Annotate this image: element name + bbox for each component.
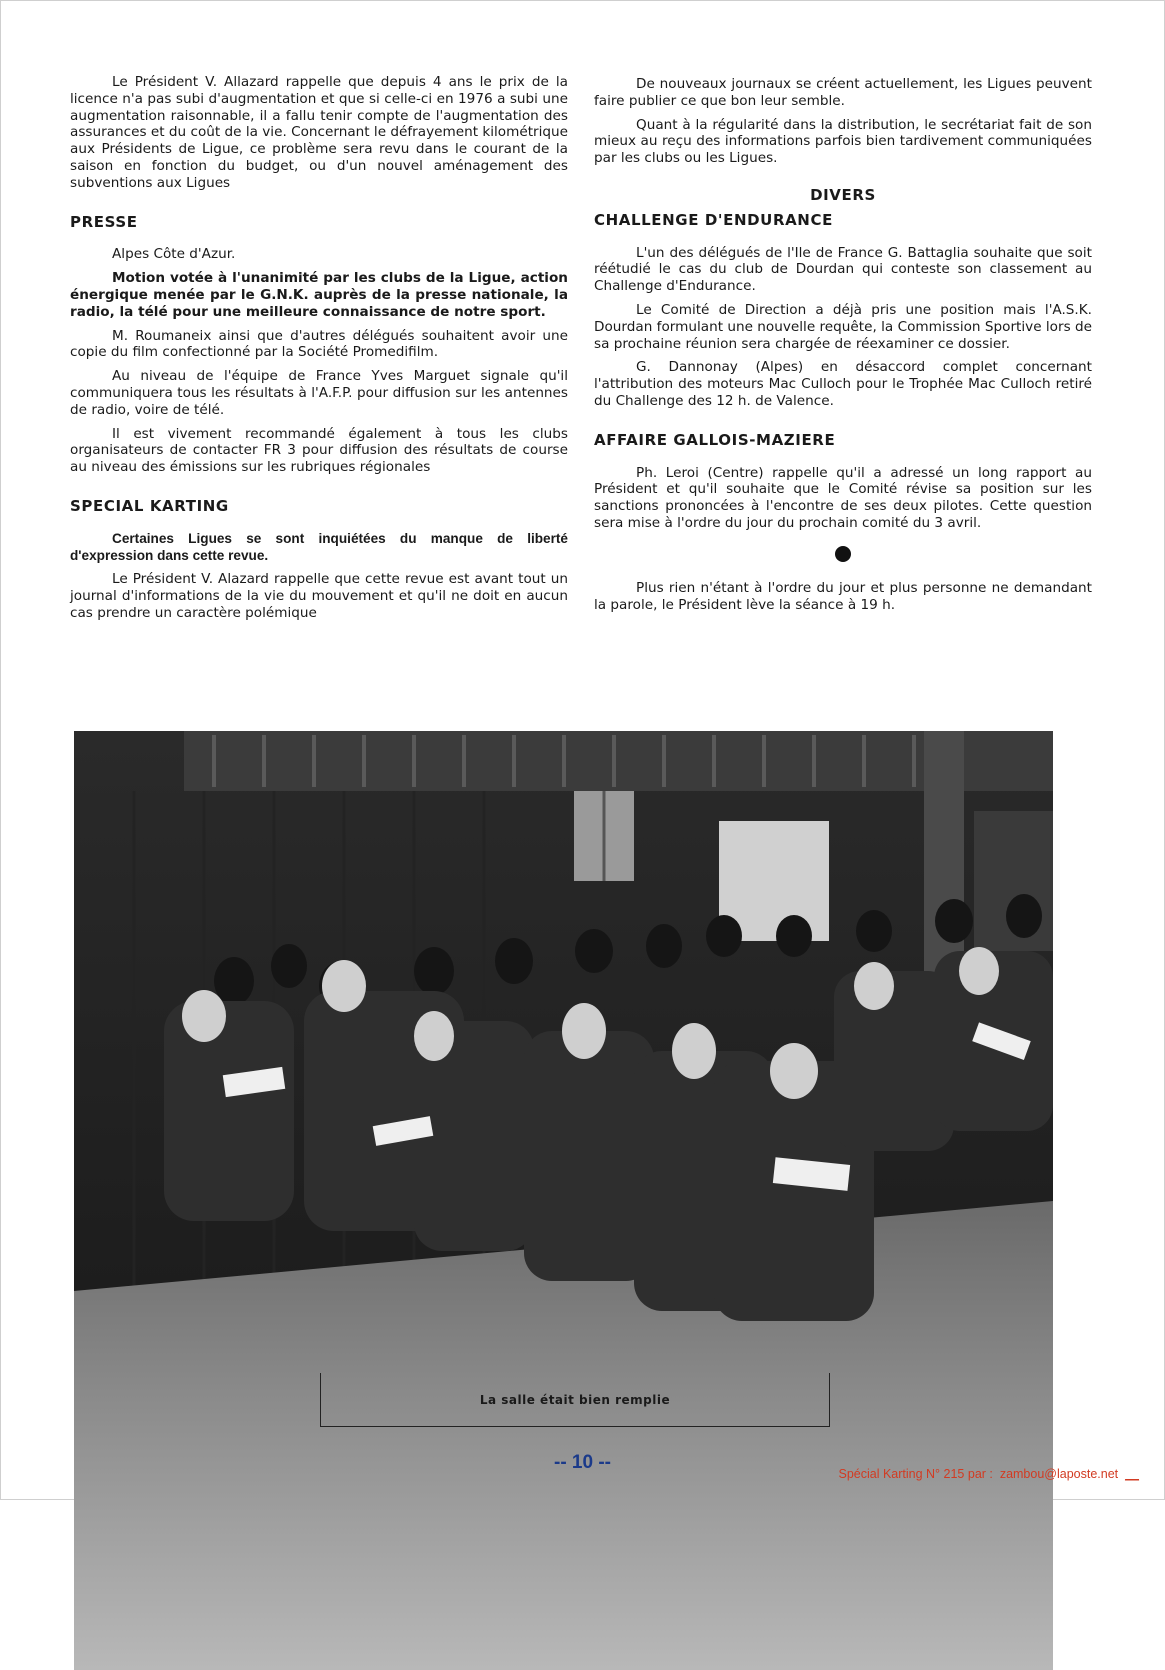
challenge-paragraph-3: G. Dannonay (Alpes) en désaccord complet concernant l'attribution des moteurs Mac Culloch pour le Trophée Mac Culloch retiré du Challenge des 12 h. de Valence. <box>594 359 1092 409</box>
presse-paragraph-5: Il est vivement recommandé également à tous les clubs organisateurs de contacter FR 3 pour diffusion des résultats de course au niveau des émissions sur les rubriques régionales <box>70 425 568 476</box>
challenge-paragraph-2: Le Comité de Direction a déjà pris une position mais l'A.S.K. Dourdan formulant une nouvelle requête, la Commission Sportive lors de sa prochaine réunion sera chargée de réexaminer ce dossier. <box>594 301 1092 352</box>
presse-paragraph-4: Au niveau de l'équipe de France Yves Marguet signale qu'il communiquera tous les résultats à l'A.F.P. pour diffusion sur les antennes de radio, voire de télé. <box>70 368 568 418</box>
special-karting-paragraph-1: Certaines Ligues se sont inquiétées du manque de liberté d'expression dans cette revue. <box>70 530 568 563</box>
closing-paragraph: Plus rien n'étant à l'ordre du jour et plus personne ne demandant la parole, le Président lève la séance à 19 h. <box>594 579 1092 613</box>
credit-tail: __ <box>1125 1467 1139 1481</box>
left-column <box>70 74 568 629</box>
affaire-heading: AFFAIRE GALLOIS-MAZIERE <box>594 430 836 449</box>
intro-paragraph: Le Président V. Allazard rappelle que depuis 4 ans le prix de la licence n'a pas subi d'augmentation et que si celle-ci en 1976 a subi une augmentation raisonnable, il a fallu tenir compte de l'augmentation des assurances et du coût de la vie. Concernant le défrayement kilométrique aux Présidents de Ligue, ce problème sera revu dans le courant de la saison en fonction du budget, ou d'un nouvel aménagement des subventions aux Ligues <box>70 74 569 191</box>
challenge-heading: CHALLENGE D'ENDURANCE <box>594 210 833 229</box>
right-column <box>594 76 1092 620</box>
presse-paragraph-1: Alpes Côte d'Azur. <box>112 246 236 263</box>
divers-heading: DIVERS <box>810 185 876 204</box>
special-karting-heading: SPECIAL KARTING <box>70 496 229 515</box>
credit-text: Spécial Karting N° 215 par : zambou@laposte.net <box>838 1467 1119 1481</box>
section-bullet <box>835 546 851 562</box>
challenge-paragraph-1: L'un des délégués de l'Ile de France G. Battaglia souhaite que soit réétudié le cas du club de Dourdan qui conteste son classement au Challenge d'Endurance. <box>594 244 1092 295</box>
distribution-paragraph: Quant à la régularité dans la distribution, le secrétariat fait de son mieux au reçu des informations parfois bien tardivement communiquées par les clubs ou les Ligues. <box>594 116 1092 167</box>
photo-caption: La salle était bien remplie <box>320 1373 830 1427</box>
meeting-room-photo <box>74 731 1053 1670</box>
affaire-paragraph: Ph. Leroi (Centre) rappelle qu'il a adressé un long rapport au Président et qu'il souhaite que le Comité révise sa position sur les sanctions prononcées à l'encontre de ses deux pilotes. Cette question sera mise à l'ordre du jour du prochain comité du 3 avril. <box>594 464 1092 531</box>
presse-heading: PRESSE <box>70 212 138 231</box>
footer-credit <box>838 1467 1139 1481</box>
page-number: -- 10 -- <box>554 1452 611 1473</box>
journaux-paragraph: De nouveaux journaux se créent actuellement, les Ligues peuvent faire publier ce que bon leur semble. <box>594 76 1092 109</box>
special-karting-paragraph-2: Le Président V. Alazard rappelle que cette revue est avant tout un journal d'informations de la vie du mouvement et qu'il ne doit en aucun cas prendre un caractère polémique <box>70 571 568 621</box>
presse-paragraph-3: M. Roumaneix ainsi que d'autres délégués souhaitent avoir une copie du film confectionné par la Société Promedifilm. <box>70 327 568 361</box>
presse-motion-paragraph: Motion votée à l'unanimité par les clubs de la Ligue, action énergique menée par le G.N.K. auprès de la presse nationale, la radio, la télé pour une meilleure connaissance de notre sport. <box>70 270 568 320</box>
